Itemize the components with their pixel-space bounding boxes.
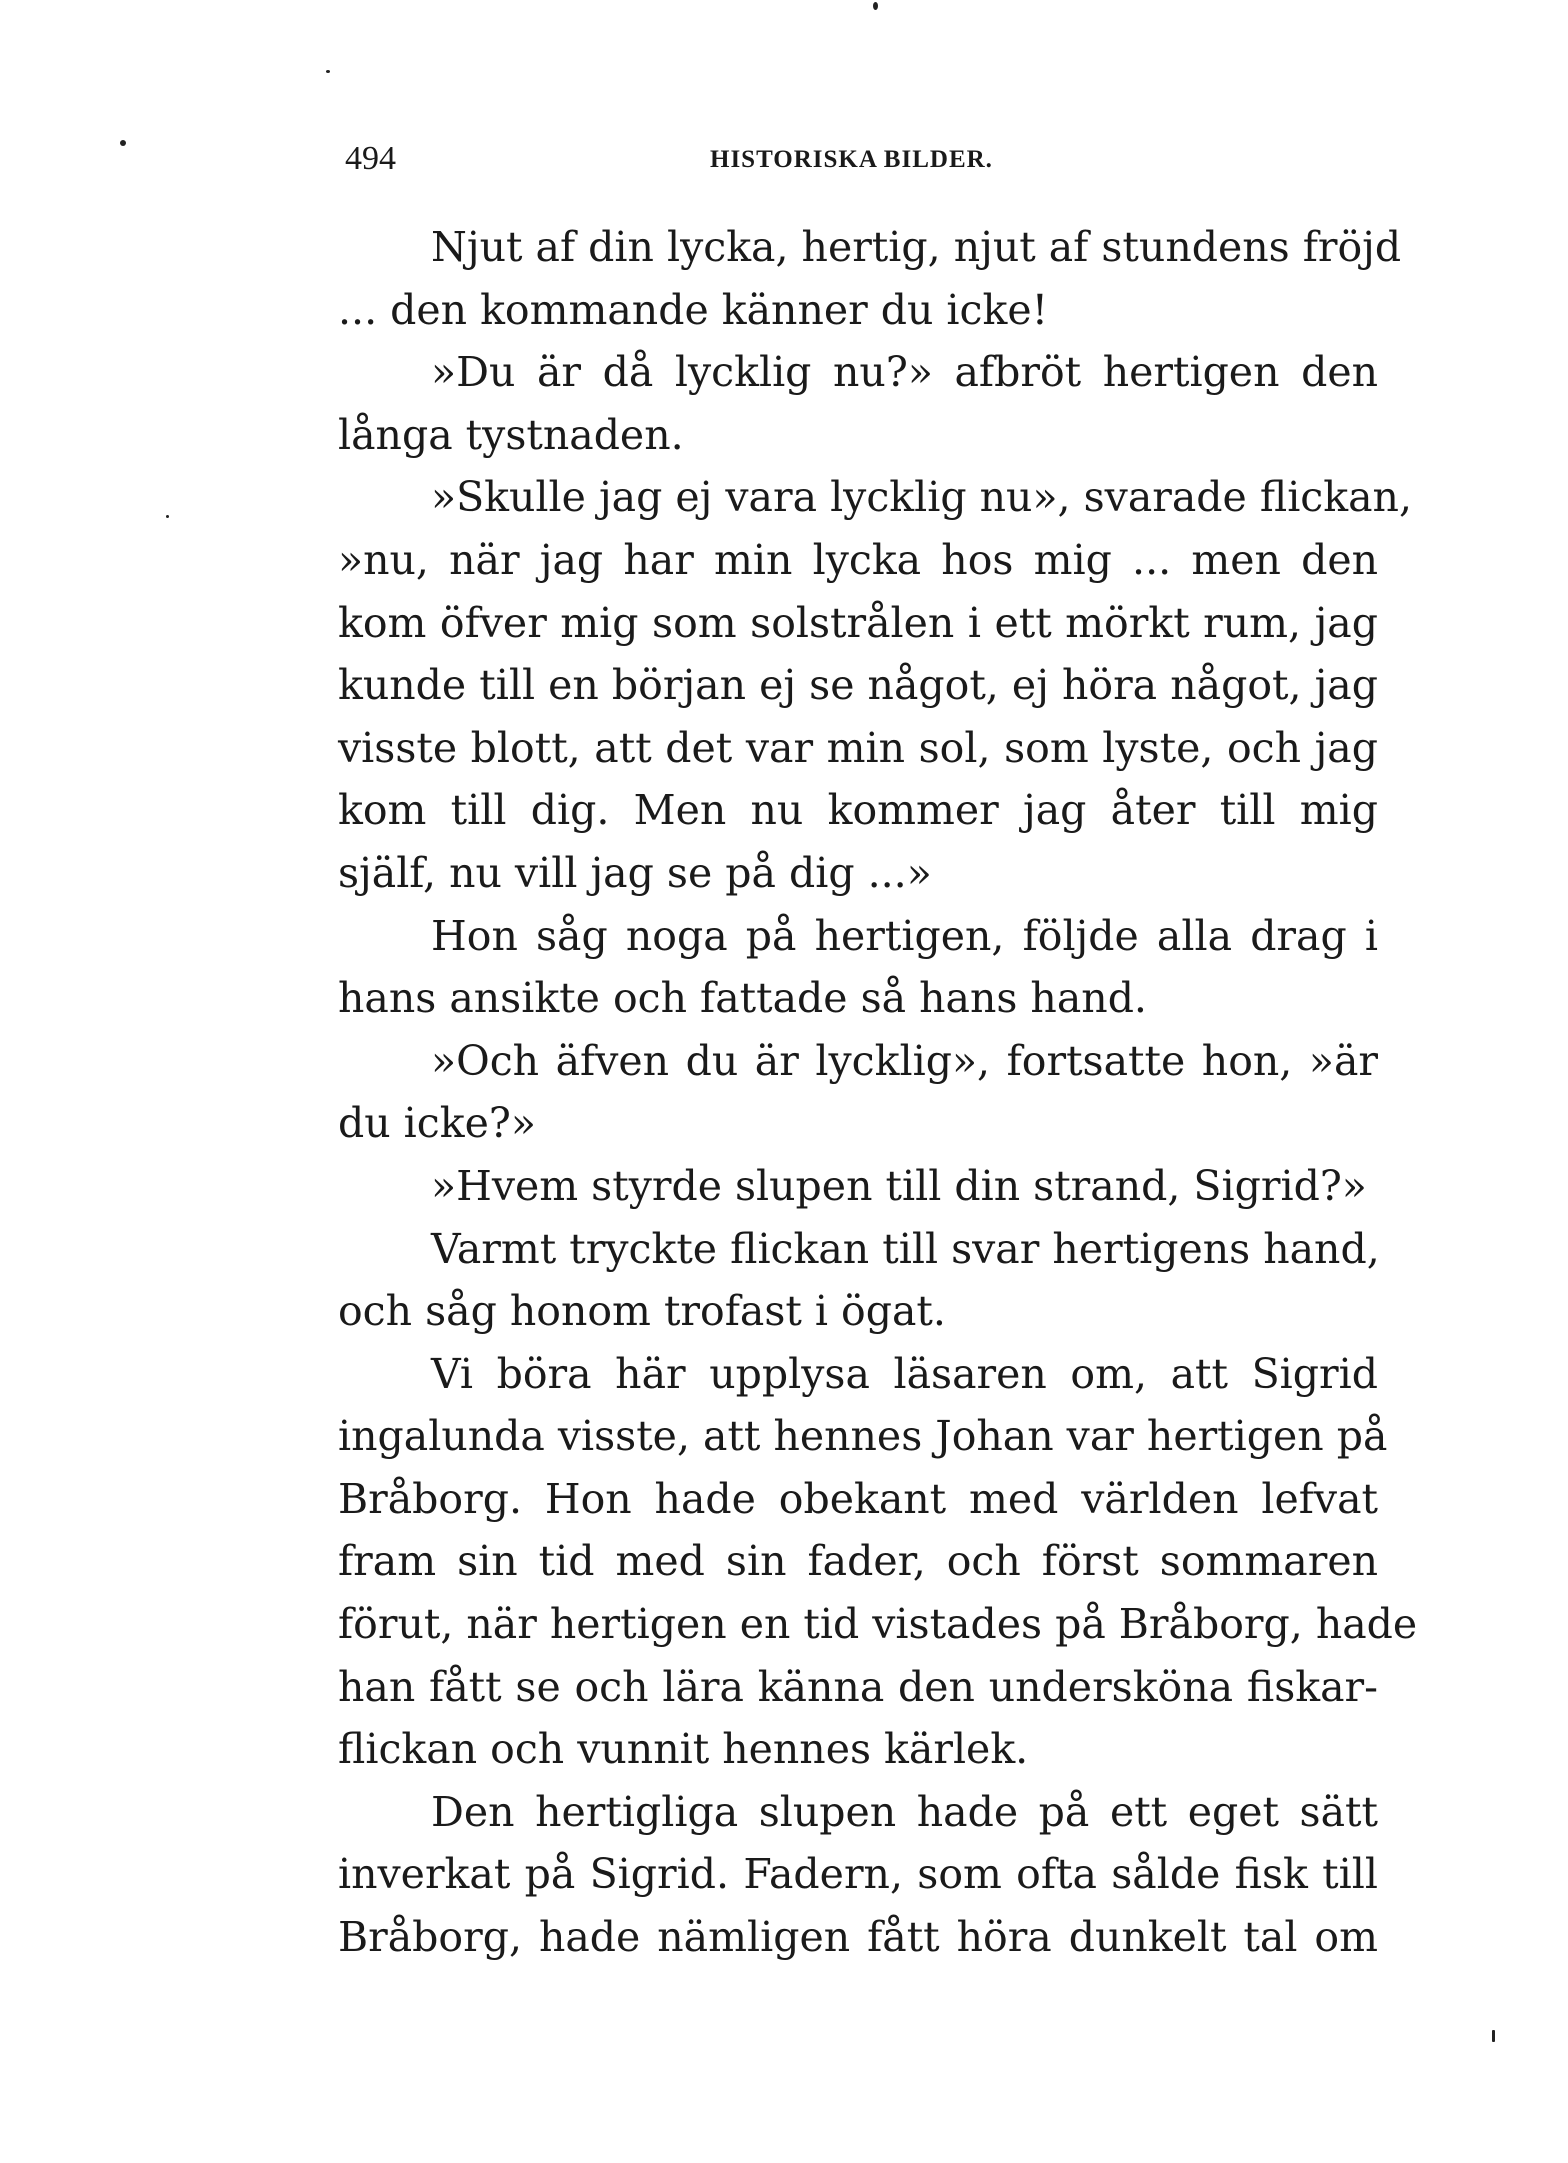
text-line: själf, nu vill jag se på dig ...» (338, 848, 932, 897)
text-line: »Och äfven du är lycklig», fortsatte hon, »är (431, 1036, 1378, 1085)
text-line: Njut af din lycka, hertig, njut af stundens fröjd (431, 223, 1402, 271)
text-line: kom öfver mig som solstrålen i ett mörkt rum, jag (338, 598, 1378, 647)
text-line: »nu, när jag har min lycka hos mig ... men den (338, 535, 1378, 584)
text-line: du icke?» (338, 1099, 536, 1148)
scan-speck (873, 2, 878, 10)
text-line: »Du är då lycklig nu?» afbröt hertigen den (431, 348, 1378, 397)
text-line: Den hertigliga slupen hade på ett eget sätt (431, 1787, 1378, 1836)
text-line: kom till dig. Men nu kommer jag åter till mig (338, 786, 1378, 835)
page-number: 494 (345, 140, 396, 177)
text-line: Varmt tryckte flickan till svar hertigens hand, (431, 1224, 1380, 1273)
text-line: flickan och vunnit hennes kärlek. (338, 1725, 1029, 1774)
text-line: förut, när hertigen en tid vistades på Bråborg, hade (338, 1600, 1418, 1649)
scan-speck (1492, 2030, 1495, 2042)
page-header (345, 140, 1385, 190)
body-text (338, 216, 1418, 1969)
text-line: han fått se och lära känna den undersköna fiskar- (338, 1662, 1378, 1711)
running-head: HISTORISKA BILDER. (710, 146, 993, 173)
text-line: Hon såg noga på hertigen, följde alla drag i (431, 911, 1378, 960)
text-line: långa tystnaden. (338, 410, 684, 459)
text-line: inverkat på Sigrid. Fadern, som ofta sålde fisk till (338, 1850, 1378, 1899)
text-line: »Skulle jag ej vara lycklig nu», svarade flickan, (431, 473, 1412, 522)
text-line: hans ansikte och fattade så hans hand. (338, 974, 1147, 1023)
text-line: Bråborg, hade nämligen fått höra dunkelt tal om (338, 1913, 1378, 1962)
text-line: fram sin tid med sin fader, och först sommaren (338, 1537, 1378, 1586)
text-line: och såg honom trofast i ögat. (338, 1287, 946, 1336)
text-line: visste blott, att det var min sol, som lyste, och jag (338, 723, 1378, 772)
text-line: »Hvem styrde slupen till din strand, Sigrid?» (431, 1161, 1367, 1210)
text-line: ingalunda visste, att hennes Johan var hertigen på (338, 1412, 1388, 1461)
text-line: ... den kommande känner du icke! (338, 285, 1049, 334)
scan-speck (326, 70, 330, 73)
scan-speck (166, 515, 169, 518)
text-line: Bråborg. Hon hade obekant med världen lefvat (338, 1474, 1378, 1523)
text-line: kunde till en början ej se något, ej höra något, jag (338, 661, 1378, 710)
text-line: Vi böra här upplysa läsaren om, att Sigrid (431, 1349, 1378, 1398)
scan-speck (120, 140, 126, 146)
